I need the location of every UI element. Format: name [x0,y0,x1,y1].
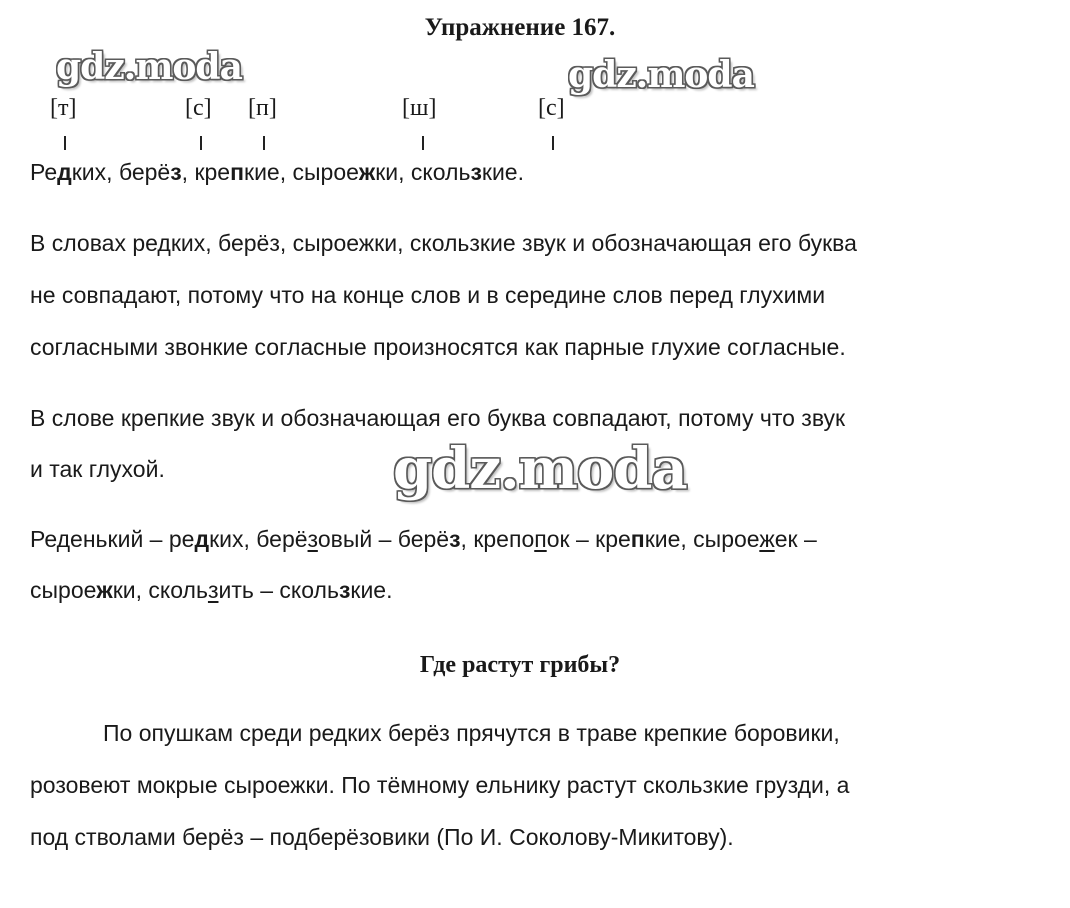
tick-mark [64,136,66,150]
text-subtitle: Где растут грибы? [419,652,621,678]
transcription-5: [с] [538,95,565,121]
tick-mark [200,136,202,150]
transcription-1: [т] [50,95,77,121]
tick-mark [422,136,424,150]
transcription-2: [с] [185,95,212,121]
tick-mark [263,136,265,150]
story-line-2: розовеют мокрые сыроежки. По тёмному ельнику растут скользкие грузди, а [30,772,850,798]
transcription-4: [ш] [402,95,437,121]
transcription-3: [п] [248,95,277,121]
paragraph-2-line-2: и так глухой. [30,456,165,482]
paragraph-1-line-2: не совпадают, потому что на конце слов и в середине слов перед глухими [30,282,826,308]
story-line-1: По опушкам среди редких берёз прячутся в траве крепкие боровики, [103,720,840,746]
paragraph-2-line-1: В слове крепкие звук и обозначающая его буква совпадают, потому что звук [30,405,846,431]
watermark-center: gdz.moda [393,436,687,502]
watermark-top-left: gdz.moda [56,46,242,88]
tick-mark [552,136,554,150]
paragraph-1-line-3: согласными звонкие согласные произносятся как парные глухие согласные. [30,334,846,360]
paragraph-1-line-1: В словах редких, берёз, сыроежки, скользкие звук и обозначающая его буква [30,230,857,256]
word-pairs-line-2: сыроежки, скользить – скользкие. [30,577,393,603]
watermark-top-right: gdz.moda [568,54,754,96]
word-list-line: Редких, берёз, крепкие, сыроежки, скользкие. [30,159,524,185]
exercise-title: Упражнение 167. [424,14,616,41]
story-line-3: под стволами берёз – подберёзовики (По И. Соколову-Микитову). [30,824,734,850]
word-pairs-line-1: Реденький – редких, берёзовый – берёз, крепопок – крепкие, сыроежек – [30,526,817,552]
